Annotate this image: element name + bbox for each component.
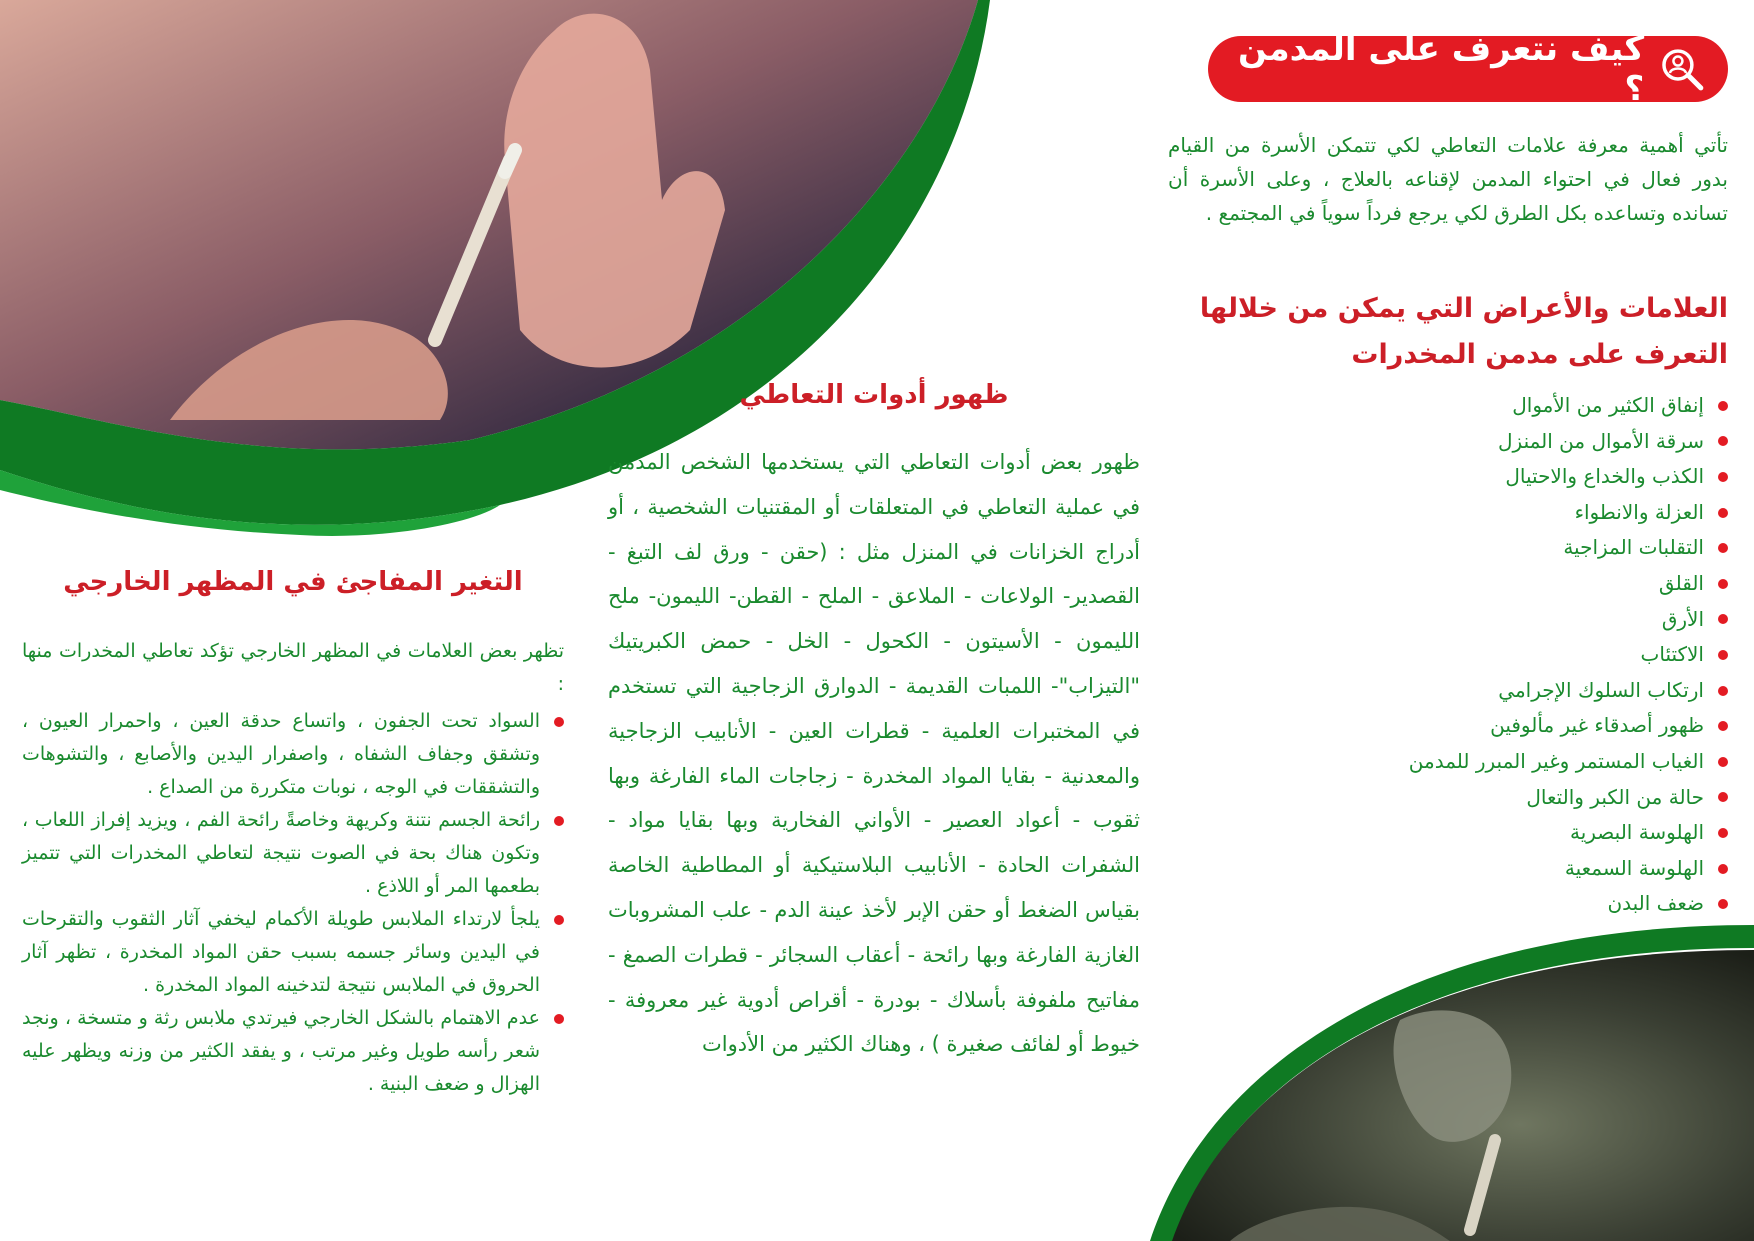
bullet-icon (1718, 436, 1728, 446)
bullet-icon (554, 717, 564, 727)
list-item (1168, 424, 1728, 460)
list-item (1168, 495, 1728, 531)
sign-text: إنفاق الكثير من الأموال (1512, 393, 1704, 417)
bullet-icon (1718, 899, 1728, 909)
bullet-icon (1718, 614, 1728, 624)
page-title: كيف نتعرف على المدمن ؟ (1238, 29, 1645, 109)
appearance-list (22, 705, 564, 1101)
list-item (1168, 780, 1728, 816)
appearance-text: يلجأ لارتداء الملابس طويلة الأكمام ليخفي آثار الثقوب والتقرحات في اليدين وسائر جسمه بسبب حقن المواد المخدرة ، تظهر آثار الحروق في الملابس نتيجة لتدخينه المواد المخدرة . (22, 908, 540, 996)
sign-text: العزلة والانطواء (1574, 499, 1704, 524)
appearance-text: عدم الاهتمام بالشكل الخارجي فيرتدي ملابس رثة و متسخة ، ونجد شعر رأسه طويل وغير مرتب ، و يفقد الكثير من وزنه ويظهر عليه الهزال و ضعف البنية . (22, 1007, 540, 1095)
sign-text: ضعف البدن (1607, 891, 1704, 916)
sign-text: الغياب المستمر وغير المبرر للمدمن (1408, 748, 1704, 773)
list-item (1168, 566, 1728, 602)
bullet-icon (1718, 828, 1728, 838)
bullet-icon (1718, 721, 1728, 731)
sign-text: سرقة الأموال من المنزل (1498, 428, 1704, 453)
bullet-icon (554, 915, 564, 925)
appearance-heading: التغير المفاجئ في المظهر الخارجي (63, 567, 523, 597)
list-item (1168, 637, 1728, 673)
bullet-icon (1718, 757, 1728, 767)
sign-text: ظهور أصدقاء غير مألوفين (1490, 713, 1704, 738)
appearance-intro: تظهر بعض العلامات في المظهر الخارجي تؤكد تعاطي المخدرات منها : (22, 640, 564, 695)
list-item (1168, 602, 1728, 638)
sign-text: ارتكاب السلوك الإجرامي (1498, 677, 1704, 702)
sign-text: الهلوسة السمعية (1564, 855, 1704, 880)
sign-text: الأرق (1661, 606, 1704, 631)
bullet-icon (554, 816, 564, 826)
appearance-text: السواد تحت الجفون ، واتساع حدقة العين ، واحمرار العيون ، وتشقق وجفاف الشفاه ، واصفرار اليدين والأصابع ، والتشوهات والتشققات في الوجه ، نوبات متكررة من الصداع . (22, 710, 540, 798)
list-item (1168, 673, 1728, 709)
list-item (1168, 886, 1728, 922)
bullet-icon (1718, 401, 1728, 411)
sign-text: الهلوسة البصرية (1569, 820, 1704, 845)
sign-text: الاكتئاب (1640, 642, 1704, 667)
bullet-icon (1718, 508, 1728, 518)
sign-text: التقلبات المزاجية (1563, 535, 1704, 560)
list-item (1168, 708, 1728, 744)
bullet-icon (1718, 543, 1728, 553)
list-item (1168, 815, 1728, 851)
sign-text: حالة من الكبر والتعال (1526, 784, 1704, 809)
signs-heading: العلامات والأعراض التي يمكن من خلالها التعرف على مدمن المخدرات (1199, 293, 1728, 370)
tools-paragraph: ظهور بعض أدوات التعاطي التي يستخدمها الشخص المدمن في عملية التعاطي في المتعلقات أو المقتنيات الشخصية ، أو أدراج الخزانات في المنزل مثل : (حقن - ورق لف التبغ - القصدير- الولاعات - الملاعق - الملح - القطن- الليمون- ملح الليمون - الأسيتون - الكحول - الخل - حمض الكبريتيك "التيزاب"- اللمبات القديمة - الدوارق الزجاجية التي تستخدم في المختبرات العلمية - قطرات العين - الأنابيب الزجاجية والمعدنية - بقايا المواد المخدرة - زجاجات الماء الفارغة وبها ثقوب - أعواد العصير - الأواني الفخارية وبها بقايا مواد - الشفرات الحادة - الأنابيب البلاستيكية أو المطاطية الخاصة بقياس الضغط أو حقن الإبر لأخذ عينة الدم - علب المشروبات الغازية الفارغة وبها رائحة - أعقاب السجائر - قطرات الصمغ - مفاتيح ملفوفة بأسلاك - بودرة - أقراص أدوية غير معروفة - خيوط أو لفائف صغيرة ) ، وهناك الكثير من الأدوات (608, 450, 1140, 1057)
sign-text: القلق (1658, 570, 1704, 595)
tools-heading: ظهور أدوات التعاطي (739, 380, 1009, 410)
list-item (1168, 744, 1728, 780)
list-item (22, 804, 564, 903)
bullet-icon (1718, 864, 1728, 874)
list-item (1168, 530, 1728, 566)
sign-text: الكذب والخداع والاحتيال (1505, 464, 1704, 489)
search-person-icon (1658, 45, 1706, 93)
bullet-icon (554, 1014, 564, 1024)
bullet-icon (1718, 650, 1728, 660)
bullet-icon (1718, 472, 1728, 482)
section-title-pill (1208, 29, 1728, 109)
signs-list (1168, 388, 1728, 922)
list-item (22, 903, 564, 1002)
list-item (22, 1002, 564, 1101)
intro-paragraph: تأتي أهمية معرفة علامات التعاطي لكي تتمكن الأسرة من القيام بدور فعال في احتواء المدمن لإقناعه بالعلاج ، وعلى الأسرة أن تسانده وتساعده بكل الطرق لكي يرجع فرداً سوياً في المجتمع . (1168, 133, 1728, 225)
list-item (1168, 459, 1728, 495)
list-item (1168, 388, 1728, 424)
list-item (22, 705, 564, 804)
bullet-icon (1718, 686, 1728, 696)
bullet-icon (1718, 792, 1728, 802)
list-item (1168, 851, 1728, 887)
appearance-text: رائحة الجسم نتنة وكريهة وخاصةً رائحة الفم ، ويزيد إفراز اللعاب ، وتكون هناك بحة في الصوت نتيجة لتعاطي المخدرات التي تتميز بطعمها المر أو اللاذع . (22, 809, 540, 897)
bullet-icon (1718, 579, 1728, 589)
